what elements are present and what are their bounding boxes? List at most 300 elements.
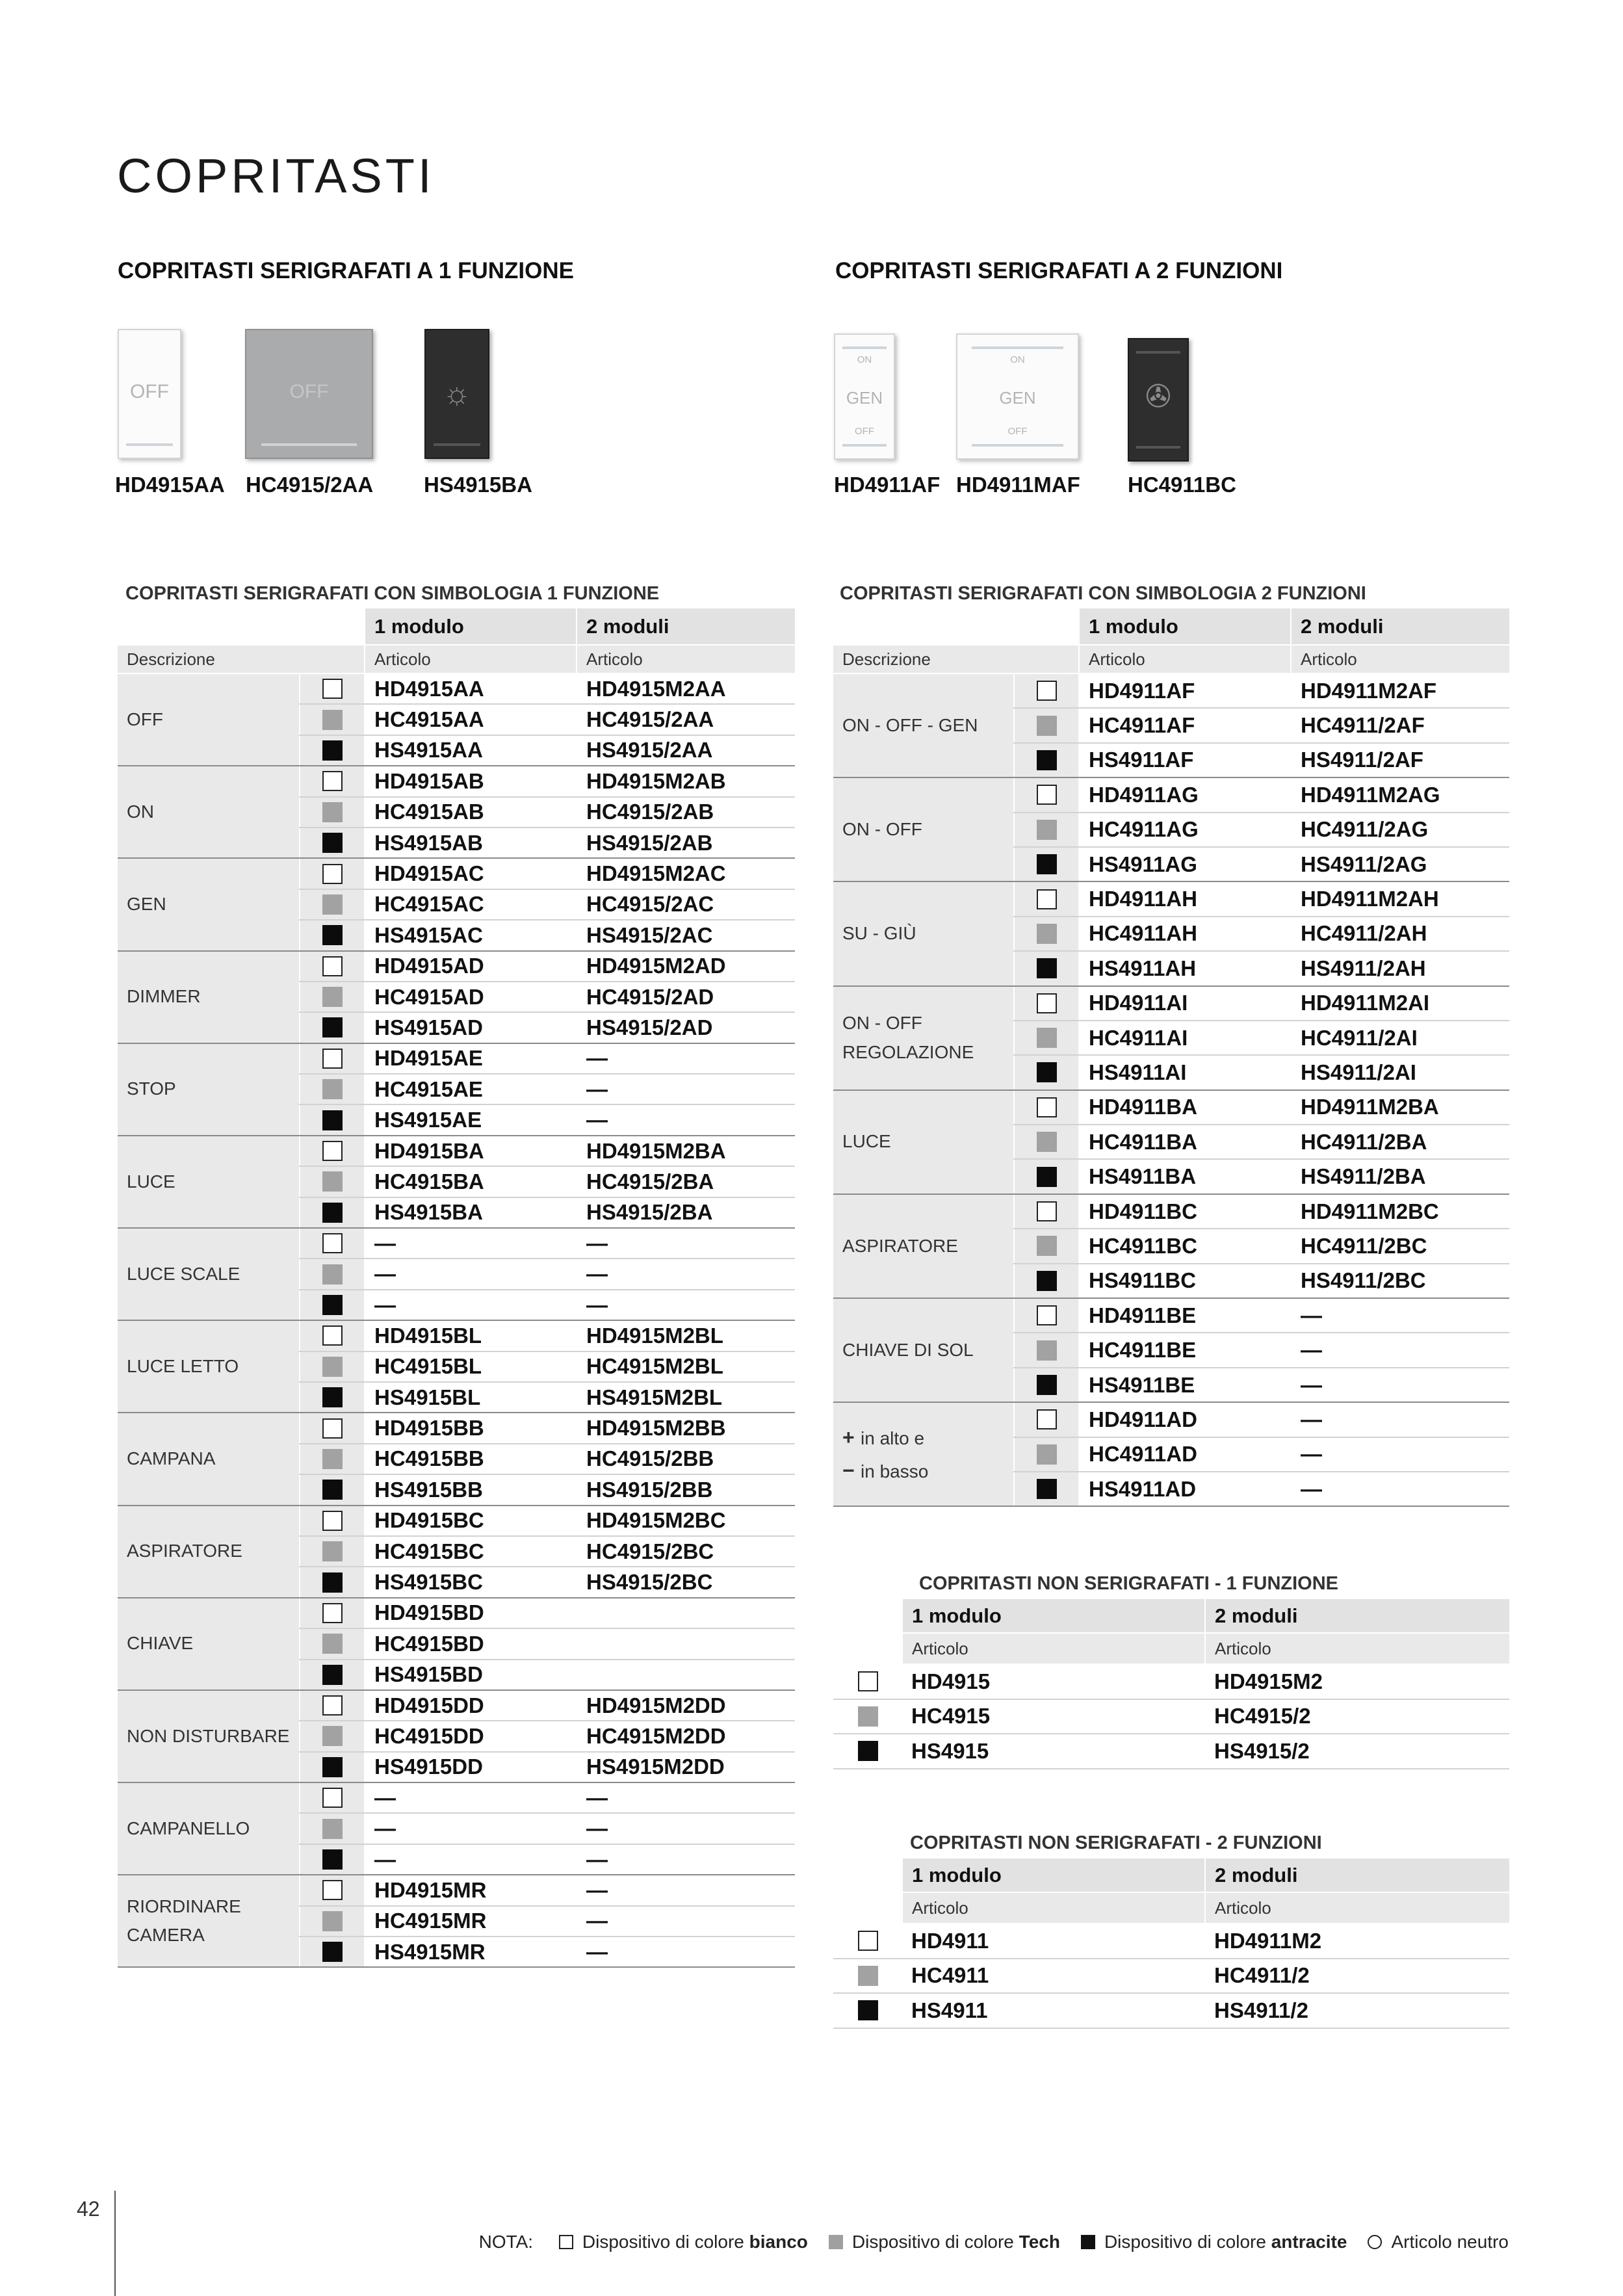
table-row (118, 1875, 795, 1905)
description-line (842, 1454, 1013, 1487)
article-2-moduli: HC4915M2BL (577, 1351, 795, 1382)
tech-swatch-icon (322, 987, 343, 1007)
product-code: HS4915BA (424, 473, 532, 497)
article-1-modulo: HD4915AC (365, 858, 577, 889)
article-2-moduli: HD4915M2BC (577, 1506, 795, 1536)
white-swatch-icon (1037, 1201, 1057, 1221)
article-2-moduli: HS4911/2AF (1291, 743, 1509, 777)
color-swatch-cell (300, 704, 365, 735)
article-2-moduli: — (577, 1813, 795, 1844)
tech-swatch-icon (322, 1449, 343, 1469)
article-1-modulo: — (365, 1782, 577, 1813)
article-2-moduli: HD4911M2BC (1291, 1194, 1509, 1229)
article-1-modulo: HD4915AE (365, 1043, 577, 1074)
color-swatch-cell (300, 858, 365, 889)
color-swatch-cell (300, 1382, 365, 1413)
article-2-moduli: HD4911M2BA (1291, 1090, 1509, 1125)
color-swatch-cell (300, 889, 365, 920)
article-1-modulo: HS4911BE (1079, 1368, 1291, 1402)
article-1-modulo: HC4915MR (365, 1906, 577, 1937)
article-1-modulo: HC4915 (902, 1699, 1205, 1734)
color-swatch-cell (1014, 917, 1079, 951)
product-bar (972, 346, 1063, 349)
row-description: DIMMER (118, 951, 300, 1043)
color-swatch-cell (300, 1598, 365, 1628)
color-swatch-cell (1014, 1368, 1079, 1402)
color-swatch-cell (1014, 1229, 1079, 1263)
article-1-modulo: HC4915DD (365, 1721, 577, 1751)
white-swatch-icon (1037, 1409, 1057, 1429)
color-swatch-cell (300, 1043, 365, 1074)
col-1-modulo: 1 modulo (902, 1859, 1205, 1892)
page-title: COPRITASTI (117, 149, 435, 203)
color-swatch-cell (1014, 813, 1079, 847)
tech-swatch-icon (1037, 820, 1057, 840)
anthracite-swatch-icon (322, 740, 343, 761)
row-description: ASPIRATORE (118, 1506, 300, 1598)
article-2-moduli: HC4915/2 (1205, 1699, 1509, 1734)
tech-swatch-icon (322, 1911, 343, 1931)
anthracite-swatch-icon (1037, 854, 1057, 874)
white-swatch-icon (858, 1671, 878, 1691)
article-2-moduli: HS4915/2AC (577, 920, 795, 950)
article-1-modulo: HC4911 (902, 1959, 1205, 1994)
article-2-moduli: — (577, 1074, 795, 1104)
footnote-text: Dispositivo di colore (582, 2232, 749, 2252)
col-articolo: Articolo (902, 1633, 1205, 1664)
color-swatch-cell (300, 673, 365, 704)
color-swatch-cell (300, 1536, 365, 1567)
article-2-moduli: HC4915/2BB (577, 1444, 795, 1474)
color-swatch-cell (300, 1844, 365, 1875)
article-2-moduli: HD4915M2AD (577, 951, 795, 982)
color-swatch-cell (1014, 777, 1079, 812)
table-non-serigrafati-1f (833, 1599, 1509, 1769)
article-2-moduli: HC4915/2AD (577, 982, 795, 1012)
table-2-functions (833, 608, 1509, 1507)
article-1-modulo: HC4911BC (1079, 1229, 1291, 1263)
article-2-moduli: HD4911M2AG (1291, 777, 1509, 812)
table-header-row (833, 608, 1509, 645)
row-description: LUCE SCALE (118, 1228, 300, 1320)
footnote-prefix: NOTA: (478, 2232, 534, 2252)
article-1-modulo: HS4915MR (365, 1937, 577, 1967)
col-articolo: Articolo (1291, 645, 1509, 673)
col-articolo: Articolo (1079, 645, 1291, 673)
article-2-moduli: HD4911M2AI (1291, 986, 1509, 1021)
article-1-modulo: HS4915BA (365, 1197, 577, 1228)
anthracite-swatch-icon (322, 1572, 343, 1593)
anthracite-swatch-icon (322, 1295, 343, 1315)
article-2-moduli: HD4915M2AB (577, 766, 795, 796)
color-swatch-cell (300, 1197, 365, 1228)
article-1-modulo: HD4915BB (365, 1413, 577, 1443)
table-row (118, 1782, 795, 1813)
color-swatch-cell (833, 1959, 902, 1994)
row-description: ON - OFF (833, 777, 1014, 881)
color-swatch-cell (833, 1734, 902, 1769)
tech-swatch-icon (1037, 1132, 1057, 1152)
tech-swatch-icon (1037, 1444, 1057, 1465)
anthracite-swatch-icon (1081, 2235, 1095, 2249)
color-swatch-cell (300, 1012, 365, 1043)
tech-swatch-icon (322, 1264, 343, 1285)
table-header-blank (833, 1892, 902, 1924)
color-swatch-cell (833, 1993, 902, 2028)
article-1-modulo: HS4915AD (365, 1012, 577, 1043)
article-2-moduli: HD4915M2BA (577, 1136, 795, 1166)
color-swatch-cell (300, 982, 365, 1012)
article-2-moduli: HC4911/2AI (1291, 1021, 1509, 1055)
color-swatch-cell (1014, 1125, 1079, 1159)
article-1-modulo: HD4915MR (365, 1875, 577, 1905)
article-2-moduli: HC4915/2BC (577, 1536, 795, 1567)
article-2-moduli: HD4911M2AF (1291, 673, 1509, 708)
color-swatch-cell (300, 1351, 365, 1382)
table-row (118, 858, 795, 889)
col-articolo: Articolo (1205, 1892, 1509, 1924)
product-bar (1136, 446, 1180, 449)
color-swatch-cell (300, 920, 365, 950)
tech-swatch-icon (1037, 716, 1057, 736)
article-1-modulo: HD4911AI (1079, 986, 1291, 1021)
article-2-moduli: HC4911/2BA (1291, 1125, 1509, 1159)
article-2-moduli: HC4915/2AA (577, 704, 795, 735)
color-swatch-cell (300, 1290, 365, 1320)
table-row (833, 1090, 1509, 1125)
row-description: SU - GIÙ (833, 881, 1014, 985)
tech-swatch-icon (322, 1634, 343, 1654)
article-1-modulo: HD4911AF (1079, 673, 1291, 708)
color-swatch-cell (1014, 1021, 1079, 1055)
neutral-swatch-icon (1368, 2235, 1382, 2249)
page-number: 42 (77, 2197, 100, 2221)
table-row (833, 1402, 1509, 1437)
table-header-blank (833, 608, 1079, 645)
row-description: OFF (118, 673, 300, 766)
article-1-modulo: HC4911AI (1079, 1021, 1291, 1055)
row-description: STOP (118, 1043, 300, 1136)
table-subheader-row (118, 645, 795, 673)
description-text: in basso (861, 1461, 929, 1482)
white-swatch-icon (322, 1511, 343, 1531)
article-1-modulo: HS4915BC (365, 1567, 577, 1597)
col-articolo: Articolo (577, 645, 795, 673)
anthracite-swatch-icon (858, 2000, 878, 2020)
white-swatch-icon (322, 1141, 343, 1161)
tech-swatch-icon (1037, 1236, 1057, 1256)
table-row (833, 1194, 1509, 1229)
article-2-moduli: HC4911/2AH (1291, 917, 1509, 951)
article-2-moduli: HC4915/2BA (577, 1166, 795, 1197)
anthracite-swatch-icon (1037, 1271, 1057, 1291)
color-swatch-cell (1014, 1159, 1079, 1194)
article-1-modulo: HD4915DD (365, 1690, 577, 1721)
article-1-modulo: HS4915 (902, 1734, 1205, 1769)
tech-swatch-icon (829, 2235, 843, 2249)
table-row (833, 881, 1509, 916)
row-description: NON DISTURBARE (118, 1690, 300, 1782)
white-swatch-icon (1037, 1305, 1057, 1325)
sign-symbol: + (842, 1426, 855, 1450)
article-1-modulo: HD4915AB (365, 766, 577, 796)
anthracite-swatch-icon (1037, 1062, 1057, 1082)
product-image-hd4911af (834, 333, 895, 460)
article-1-modulo: HS4915BB (365, 1474, 577, 1505)
product-bar (972, 444, 1063, 447)
white-swatch-icon (322, 1325, 343, 1346)
tech-swatch-icon (322, 1357, 343, 1377)
row-description: ON (118, 766, 300, 858)
color-swatch-cell (1014, 881, 1079, 916)
white-swatch-icon (1037, 993, 1057, 1013)
table-row (833, 673, 1509, 708)
table-row (833, 1924, 1509, 1959)
article-1-modulo: HS4911 (902, 1993, 1205, 2028)
article-2-moduli: HD4915M2 (1205, 1664, 1509, 1699)
article-2-moduli: — (1291, 1368, 1509, 1402)
article-1-modulo: HS4911AD (1079, 1472, 1291, 1506)
article-2-moduli: — (1291, 1298, 1509, 1333)
color-swatch-cell (300, 1413, 365, 1443)
article-1-modulo: HD4911BE (1079, 1298, 1291, 1333)
table-row (833, 1298, 1509, 1333)
white-swatch-icon (559, 2235, 573, 2249)
col-1-modulo: 1 modulo (1079, 608, 1291, 645)
color-swatch-cell (300, 1628, 365, 1659)
article-1-modulo: HC4911BA (1079, 1125, 1291, 1159)
product-symbol: GEN (999, 388, 1036, 408)
col-2-moduli: 2 moduli (1205, 1599, 1509, 1633)
article-1-modulo: — (365, 1844, 577, 1875)
article-1-modulo: HC4911AG (1079, 813, 1291, 847)
table-header-blank (833, 1859, 902, 1892)
product-symbol: GEN (846, 388, 883, 408)
color-swatch-cell (1014, 1402, 1079, 1437)
article-2-moduli (577, 1660, 795, 1690)
article-1-modulo: HD4915AA (365, 673, 577, 704)
color-swatch-cell (300, 1660, 365, 1690)
article-1-modulo: HC4915BL (365, 1351, 577, 1382)
table-row (833, 1734, 1509, 1769)
article-2-moduli: — (577, 1844, 795, 1875)
tech-swatch-icon (1037, 924, 1057, 944)
article-1-modulo: HS4915AA (365, 735, 577, 766)
article-2-moduli: — (577, 1104, 795, 1135)
color-swatch-cell (300, 1937, 365, 1967)
footnote-text: Dispositivo di colore (851, 2232, 1019, 2252)
article-1-modulo: — (365, 1259, 577, 1289)
product-image-hd4911maf (956, 333, 1079, 460)
article-2-moduli: HC4915/2AC (577, 889, 795, 920)
white-swatch-icon (322, 1049, 343, 1069)
product-symbol: OFF (855, 426, 874, 437)
product-image-hc4911bc (1128, 338, 1189, 462)
anthracite-swatch-icon (1037, 1479, 1057, 1499)
article-2-moduli: — (577, 1906, 795, 1937)
color-swatch-cell (300, 735, 365, 766)
white-swatch-icon (322, 1695, 343, 1715)
color-swatch-cell (1014, 1298, 1079, 1333)
article-2-moduli: HS4915M2DD (577, 1752, 795, 1782)
color-swatch-cell (1014, 951, 1079, 985)
col-descrizione: Descrizione (118, 645, 365, 673)
white-swatch-icon (322, 1880, 343, 1900)
article-1-modulo: HD4911BA (1079, 1090, 1291, 1125)
article-1-modulo: HD4915BA (365, 1136, 577, 1166)
footnote-bold: bianco (749, 2232, 808, 2252)
col-1-modulo: 1 modulo (902, 1599, 1205, 1633)
article-2-moduli (577, 1598, 795, 1628)
article-1-modulo: HC4915AB (365, 797, 577, 828)
col-2-moduli: 2 moduli (1291, 608, 1509, 645)
anthracite-swatch-icon (1037, 1167, 1057, 1187)
table-row (118, 1228, 795, 1259)
article-1-modulo: HD4915BL (365, 1320, 577, 1351)
article-2-moduli: — (1291, 1437, 1509, 1472)
color-swatch-cell (300, 1474, 365, 1505)
table-row (833, 986, 1509, 1021)
table-caption-2f: COPRITASTI SERIGRAFATI CON SIMBOLOGIA 2 FUNZIONI (840, 583, 1366, 604)
product-code: HD4911MAF (956, 473, 1080, 497)
white-swatch-icon (1037, 1097, 1057, 1117)
article-2-moduli: HS4915/2BB (577, 1474, 795, 1505)
article-2-moduli: — (577, 1290, 795, 1320)
color-swatch-cell (300, 1074, 365, 1104)
row-description: CHIAVE DI SOL (833, 1298, 1014, 1402)
article-1-modulo: HC4915AE (365, 1074, 577, 1104)
product-symbol: OFF (289, 381, 329, 402)
article-1-modulo: HC4915AA (365, 704, 577, 735)
article-2-moduli: HS4911/2AG (1291, 847, 1509, 881)
white-swatch-icon (1037, 785, 1057, 805)
article-2-moduli: HS4915M2BL (577, 1382, 795, 1413)
tech-swatch-icon (322, 894, 343, 915)
col-articolo: Articolo (365, 645, 577, 673)
table-header-blank (833, 1633, 902, 1664)
tech-swatch-icon (322, 1171, 343, 1192)
anthracite-swatch-icon (322, 1757, 343, 1777)
article-2-moduli (577, 1628, 795, 1659)
table-caption-ns1: COPRITASTI NON SERIGRAFATI - 1 FUNZIONE (919, 1573, 1338, 1594)
color-swatch-cell (300, 1721, 365, 1751)
table-non-serigrafati-2f (833, 1859, 1509, 2029)
anthracite-swatch-icon (1037, 958, 1057, 978)
table-row (118, 951, 795, 982)
product-bar (842, 444, 887, 447)
table-subheader-row (833, 645, 1509, 673)
table-subheader-row (833, 1633, 1509, 1664)
color-swatch-cell (833, 1699, 902, 1734)
article-1-modulo: HC4915AC (365, 889, 577, 920)
anthracite-swatch-icon (1037, 1375, 1057, 1395)
section-title-1-function: COPRITASTI SERIGRAFATI A 1 FUNZIONE (118, 258, 574, 283)
col-articolo: Articolo (1205, 1633, 1509, 1664)
table-header-blank (833, 1599, 902, 1633)
color-swatch-cell (1014, 986, 1079, 1021)
product-code: HC4911BC (1128, 473, 1236, 497)
product-code: HD4915AA (115, 473, 225, 497)
color-swatch-cell (300, 1166, 365, 1197)
sign-symbol: − (842, 1459, 855, 1483)
row-description: RIORDINARE CAMERA (118, 1875, 300, 1967)
table-row (118, 1598, 795, 1628)
color-swatch-cell (300, 1104, 365, 1135)
article-2-moduli: HD4911M2 (1205, 1924, 1509, 1959)
article-1-modulo: — (365, 1813, 577, 1844)
color-swatch-cell (300, 797, 365, 828)
color-swatch-cell (300, 766, 365, 796)
table-caption-ns2: COPRITASTI NON SERIGRAFATI - 2 FUNZIONI (910, 1833, 1322, 1853)
table-row (118, 1506, 795, 1536)
article-2-moduli: HD4915M2AC (577, 858, 795, 889)
footnote-text: Dispositivo di colore (1104, 2232, 1271, 2252)
color-swatch-cell (1014, 1472, 1079, 1506)
white-swatch-icon (322, 1788, 343, 1808)
color-swatch-cell (300, 1136, 365, 1166)
color-swatch-cell (300, 1228, 365, 1259)
color-swatch-cell (1014, 673, 1079, 708)
article-2-moduli: — (577, 1259, 795, 1289)
article-2-moduli: HS4911/2 (1205, 1993, 1509, 2028)
white-swatch-icon (1037, 889, 1057, 909)
product-bar (1136, 351, 1180, 354)
color-swatch-cell (833, 1924, 902, 1959)
article-1-modulo: HS4911AI (1079, 1055, 1291, 1089)
article-1-modulo: HS4915AB (365, 828, 577, 858)
article-1-modulo: HS4911BC (1079, 1264, 1291, 1298)
anthracite-swatch-icon (322, 1203, 343, 1223)
color-swatch-cell (1014, 1194, 1079, 1229)
table-row (118, 1413, 795, 1443)
article-2-moduli: HD4915M2BB (577, 1413, 795, 1443)
article-1-modulo: HS4915BL (365, 1382, 577, 1413)
article-2-moduli: HS4911/2AH (1291, 951, 1509, 985)
section-title-2-functions: COPRITASTI SERIGRAFATI A 2 FUNZIONI (835, 258, 1283, 283)
article-2-moduli: — (1291, 1333, 1509, 1367)
tech-swatch-icon (322, 1079, 343, 1099)
article-2-moduli: HS4911/2BC (1291, 1264, 1509, 1298)
color-swatch-cell (300, 1875, 365, 1905)
article-2-moduli: — (577, 1875, 795, 1905)
color-swatch-cell (300, 1320, 365, 1351)
article-2-moduli: HS4915/2BA (577, 1197, 795, 1228)
tech-swatch-icon (322, 710, 343, 730)
white-swatch-icon (322, 864, 343, 884)
table-row (118, 1690, 795, 1721)
row-description (833, 1402, 1014, 1506)
product-symbol: ON (857, 354, 872, 365)
article-1-modulo: HD4911AD (1079, 1402, 1291, 1437)
col-descrizione: Descrizione (833, 645, 1079, 673)
anthracite-swatch-icon (1037, 750, 1057, 770)
color-swatch-cell (1014, 1333, 1079, 1367)
article-1-modulo: HD4915BD (365, 1598, 577, 1628)
description-text: in alto e (861, 1428, 925, 1449)
table-header-row (118, 608, 795, 645)
article-1-modulo: HD4915BC (365, 1506, 577, 1536)
table-subheader-row (833, 1892, 1509, 1924)
light-bulb-icon: ☼ (443, 376, 471, 411)
article-1-modulo: HS4911AF (1079, 743, 1291, 777)
tech-swatch-icon (322, 1541, 343, 1561)
article-2-moduli: HS4911/2AI (1291, 1055, 1509, 1089)
article-1-modulo: HD4911 (902, 1924, 1205, 1959)
footer-divider (114, 2191, 116, 2296)
row-description: CAMPANA (118, 1413, 300, 1505)
article-2-moduli: — (577, 1937, 795, 1967)
article-2-moduli: — (577, 1043, 795, 1074)
